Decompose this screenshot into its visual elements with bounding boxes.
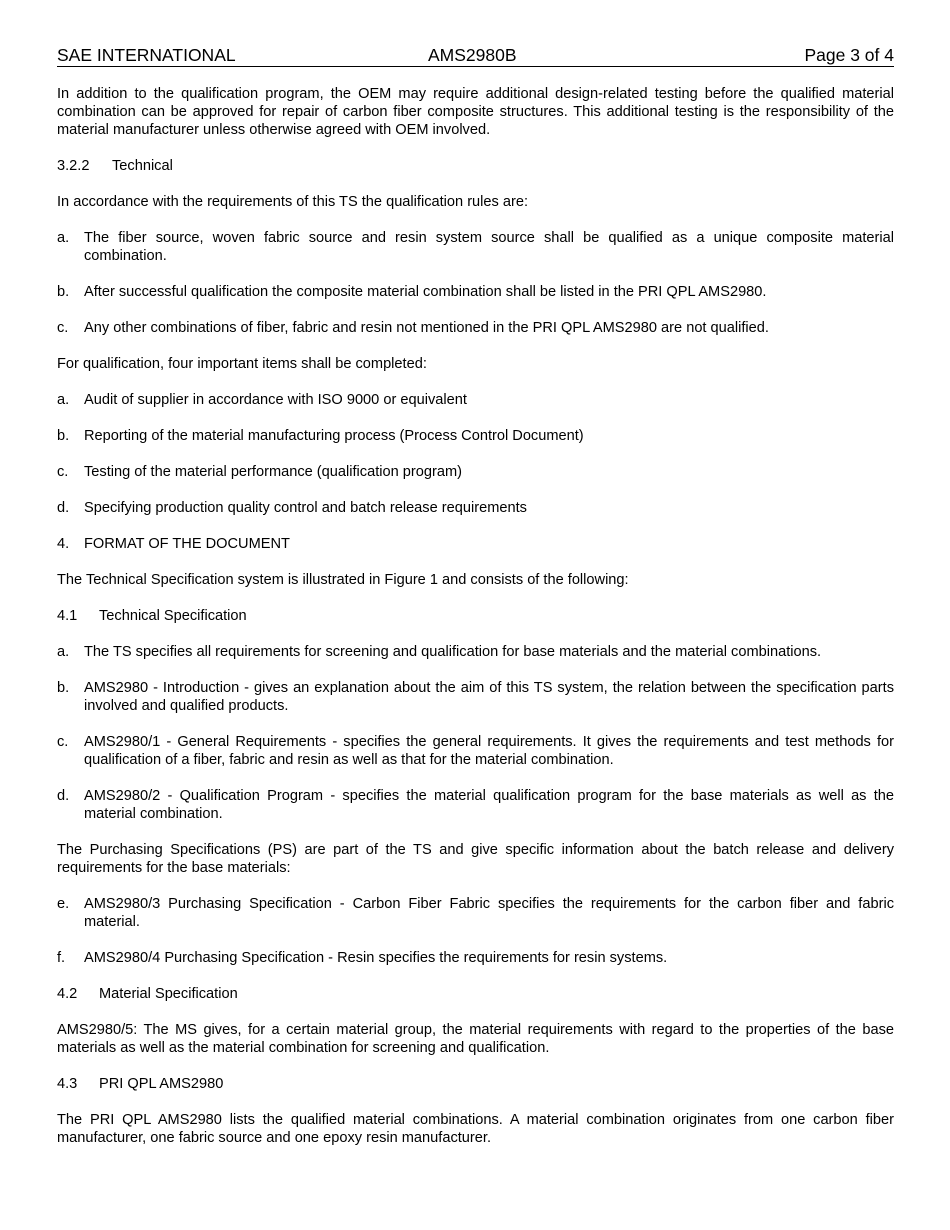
section-4-2-heading <box>57 985 894 1003</box>
list-marker: b. <box>57 428 70 444</box>
intro-paragraph: In addition to the qualification program, the OEM may require additional design-related testing before the qualified material combination can be approved for repair of carbon fiber composite structures. This additional testing is the responsibility of the material manufacturer unless otherwise agreed with OEM involved. <box>57 86 894 138</box>
qpl-paragraph: The PRI QPL AMS2980 lists the qualified material combinations. A material combination originates from one carbon fiber manufacturer, one fabric source and one epoxy resin manufacturer. <box>57 1112 894 1146</box>
section-title: Material Specification <box>99 986 238 1002</box>
section-4-3-heading <box>57 1075 894 1093</box>
list-item <box>57 463 894 481</box>
list-text: AMS2980/4 Purchasing Specification - Resin specifies the requirements for resin systems. <box>84 950 668 966</box>
list-text: After successful qualification the composite material combination shall be listed in the PRI QPL AMS2980. <box>84 284 767 300</box>
list-text: The TS specifies all requirements for screening and qualification for base materials and the material combinations. <box>84 644 822 660</box>
list-item <box>57 733 894 769</box>
list-item <box>57 283 894 301</box>
list-text: Reporting of the material manufacturing process (Process Control Document) <box>84 428 584 444</box>
section-number: 4.3 <box>57 1076 78 1092</box>
header-document-id: AMS2980B <box>428 45 517 65</box>
page-header <box>57 42 894 67</box>
items-intro-paragraph: For qualification, four important items shall be completed: <box>57 356 427 372</box>
section-4-paragraph: The Technical Specification system is illustrated in Figure 1 and consists of the following: <box>57 572 629 588</box>
list-item <box>57 319 894 337</box>
list-item <box>57 895 894 931</box>
list-marker: e. <box>57 896 70 912</box>
list-text: AMS2980/1 - General Requirements - specifies the general requirements. It gives the requirements and test methods for qualification of a fiber, fabric and resin as well as that for the material combination. <box>84 734 894 768</box>
rules-intro-paragraph: In accordance with the requirements of this TS the qualification rules are: <box>57 194 529 210</box>
document-body <box>57 85 894 1147</box>
list-marker: c. <box>57 320 69 336</box>
list-marker: c. <box>57 464 69 480</box>
section-title: FORMAT OF THE DOCUMENT <box>84 536 290 552</box>
list-text: AMS2980 - Introduction - gives an explanation about the aim of this TS system, the relation between the specification parts involved and qualified products. <box>84 680 894 714</box>
section-title: PRI QPL AMS2980 <box>99 1076 224 1092</box>
list-marker: a. <box>57 392 70 408</box>
list-marker: a. <box>57 230 70 246</box>
list-text: AMS2980/3 Purchasing Specification - Carbon Fiber Fabric specifies the requirements for the carbon fiber and fabric material. <box>84 896 894 930</box>
list-text: The fiber source, woven fabric source and resin system source shall be qualified as a unique composite material combination. <box>84 230 894 264</box>
section-3-2-2-heading <box>57 157 894 175</box>
list-marker: d. <box>57 500 70 516</box>
list-text: Specifying production quality control and batch release requirements <box>84 500 527 516</box>
section-number: 4.1 <box>57 608 78 624</box>
list-text: Any other combinations of fiber, fabric and resin not mentioned in the PRI QPL AMS2980 are not qualified. <box>84 320 769 336</box>
list-item <box>57 679 894 715</box>
list-marker: b. <box>57 680 70 696</box>
header-organization: SAE INTERNATIONAL <box>57 45 236 65</box>
section-number: 3.2.2 <box>57 158 90 174</box>
list-marker: f. <box>57 950 66 966</box>
section-4-1-heading <box>57 607 894 625</box>
list-item <box>57 787 894 823</box>
list-marker: c. <box>57 734 69 750</box>
section-number: 4.2 <box>57 986 78 1002</box>
section-title: Technical Specification <box>99 608 247 624</box>
list-marker: b. <box>57 284 70 300</box>
list-marker: a. <box>57 644 70 660</box>
header-page-number: Page 3 of 4 <box>804 45 894 65</box>
material-spec-paragraph: AMS2980/5: The MS gives, for a certain material group, the material requirements with regard to the properties of the base materials as well as the material combination for screening and qualification. <box>57 1022 894 1056</box>
list-item <box>57 499 894 517</box>
list-item <box>57 427 894 445</box>
section-title: Technical <box>112 158 173 174</box>
section-number: 4. <box>57 536 70 552</box>
list-item <box>57 391 894 409</box>
list-text: Audit of supplier in accordance with ISO 9000 or equivalent <box>84 392 467 408</box>
purchasing-spec-paragraph: The Purchasing Specifications (PS) are part of the TS and give specific information about the batch release and delivery requirements for the base materials: <box>57 842 894 876</box>
list-item <box>57 229 894 265</box>
section-4-heading <box>57 535 894 553</box>
list-text: AMS2980/2 - Qualification Program - specifies the material qualification program for the base materials as well as the material combination. <box>84 788 894 822</box>
list-item <box>57 643 894 661</box>
list-item <box>57 949 894 967</box>
list-text: Testing of the material performance (qualification program) <box>84 464 462 480</box>
list-marker: d. <box>57 788 70 804</box>
document-page <box>57 0 894 1147</box>
